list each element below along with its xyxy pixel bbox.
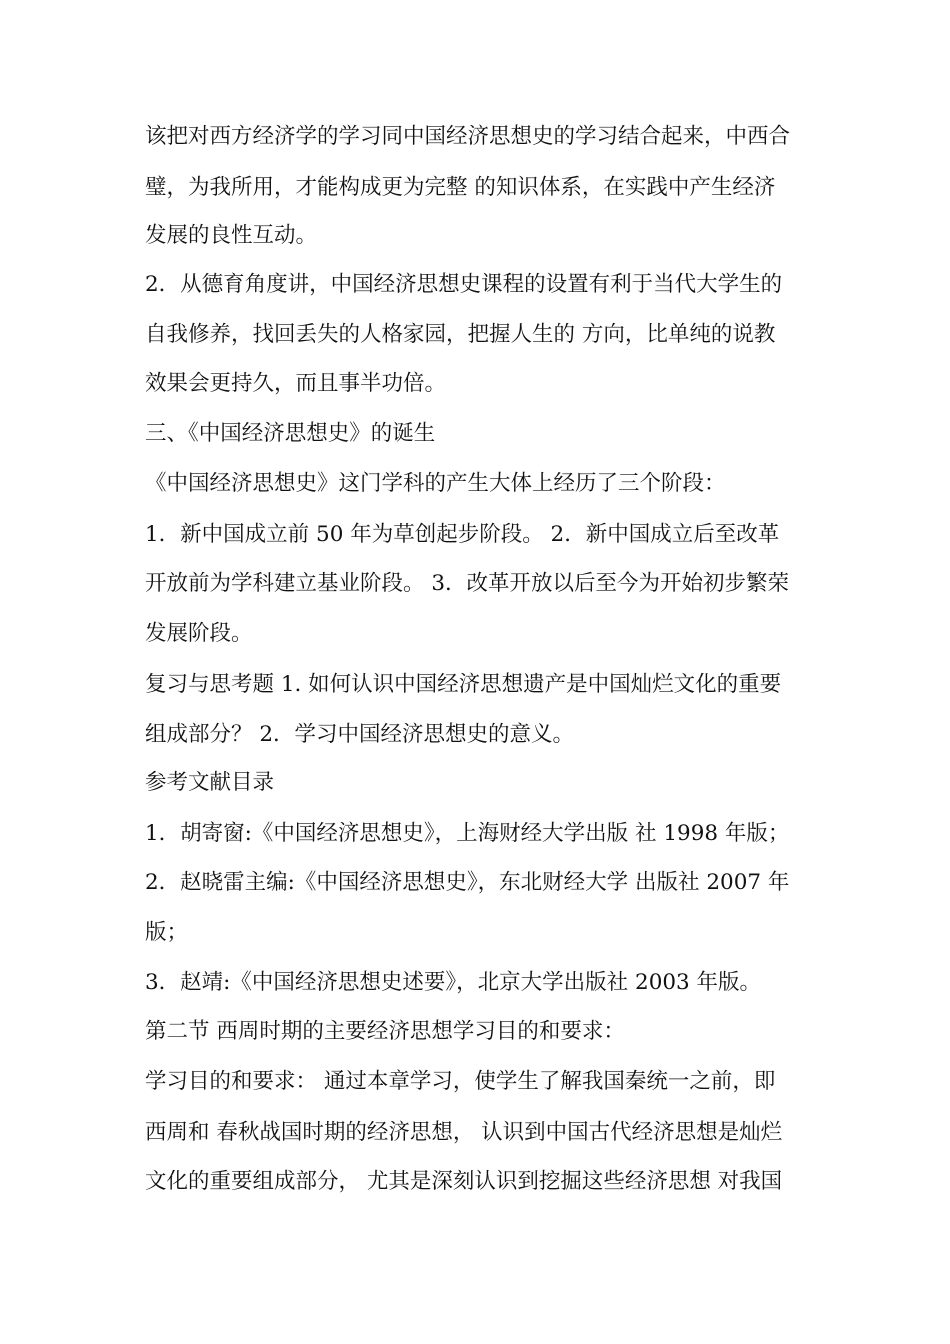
text-line: 学习目的和要求： 通过本章学习，使学生了解我国秦统一之前，即	[145, 1069, 776, 1094]
text-line: 开放前为学科建立基业阶段。 3．改革开放以后至今为开始初步繁荣	[145, 571, 790, 596]
text-line: 发展阶段。	[145, 621, 253, 646]
text-line: 2．从德育角度讲，中国经济思想史课程的设置有利于当代大学生的	[145, 272, 783, 297]
text-line: 《中国经济思想史》这门学科的产生大体上经历了三个阶段：	[145, 471, 726, 496]
reference-item: 2．赵晓雷主编:《中国经济思想史》，东北财经大学 出版社 2007 年	[145, 870, 790, 895]
text-line: 发展的良性互动。	[145, 223, 318, 248]
reference-item: 版；	[145, 920, 189, 945]
text-line: 复习与思考题 1. 如何认识中国经济思想遗产是中国灿烂文化的重要	[145, 672, 782, 697]
text-line: 组成部分？ 2．学习中国经济思想史的意义。	[145, 722, 575, 747]
text-line: 文化的重要组成部分， 尤其是深刻认识到挖掘这些经济思想 对我国	[145, 1169, 783, 1194]
section-heading: 三、《中国经济思想史》的诞生	[145, 421, 436, 446]
text-line: 该把对西方经济学的学习同中国经济思想史的学习结合起来，中西合	[145, 124, 791, 149]
section-heading: 第二节 西周时期的主要经济思想学习目的和要求：	[145, 1019, 625, 1044]
reference-item: 3．赵靖:《中国经济思想史述要》，北京大学出版社 2003 年版。	[145, 970, 762, 995]
text-line: 效果会更持久，而且事半功倍。	[145, 371, 447, 396]
section-heading: 参考文献目录	[145, 770, 275, 795]
text-line: 璧，为我所用，才能构成更为完整 的知识体系，在实践中产生经济	[145, 175, 776, 200]
text-line: 1．新中国成立前 50 年为草创起步阶段。 2．新中国成立后至改革	[145, 522, 780, 547]
text-line: 西周和 春秋战国时期的经济思想， 认识到中国古代经济思想是灿烂	[145, 1120, 783, 1145]
reference-item: 1．胡寄窗:《中国经济思想史》，上海财经大学出版 社 1998 年版；	[145, 821, 790, 846]
text-line: 自我修养，找回丢失的人格家园，把握人生的 方向，比单纯的说教	[145, 322, 776, 347]
